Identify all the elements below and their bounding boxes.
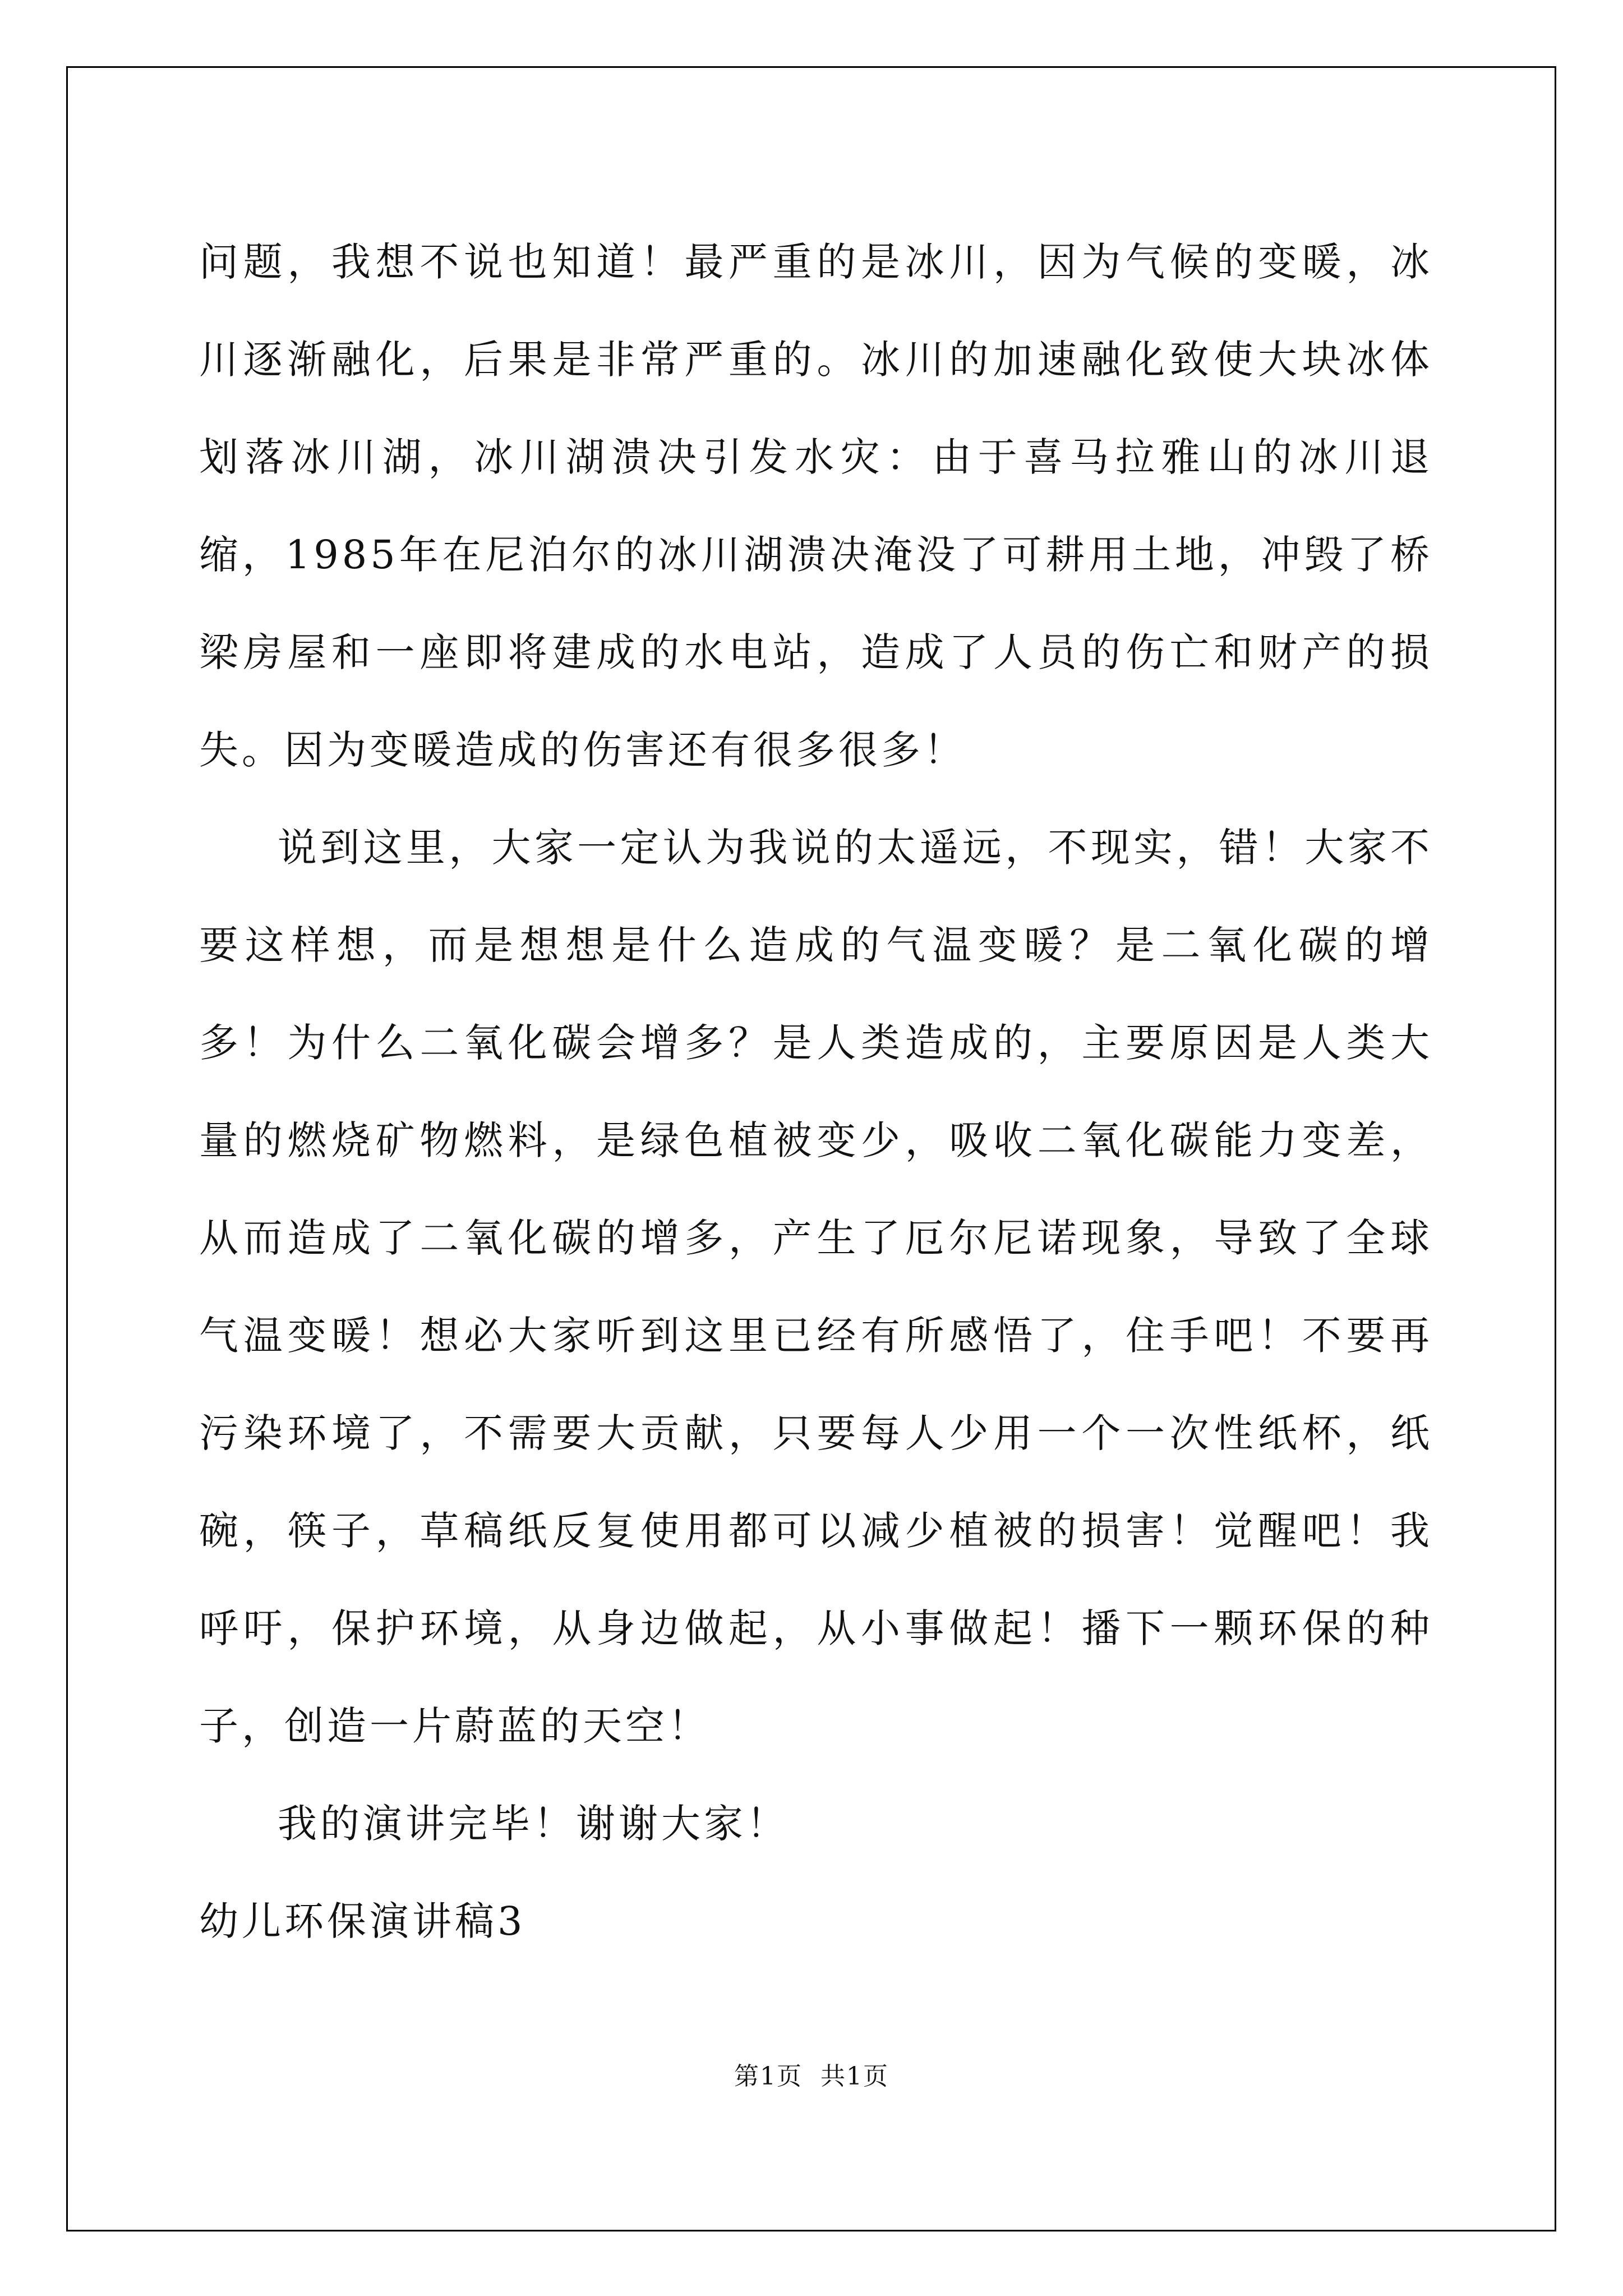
next-section-title: 幼儿环保演讲稿3: [199, 1898, 526, 1944]
page-footer: [0, 2056, 1623, 2092]
paragraph-closing: 我的演讲完毕！谢谢大家！: [278, 1801, 789, 1847]
paragraph-causes: 说到这里，大家一定认为我说的太遥远，不现实，错！大家不要这样想，而是想想是什么造成的气温变暖？是二氧化碳的增多！为什么二氧化碳会增多？是人类造成的，主要原因是人类大量的燃烧矿物燃料，是绿色植被变少，吸收二氧化碳能力变差，从而造成了二氧化碳的增多，产生了厄尔尼诺现象，导致了全球气温变暖！想必大家听到这里已经有所感悟了，住手吧！不要再污染环境了，不需要大贡献，只要每人少用一个一次性纸杯，纸碗，筷子，草稿纸反复使用都可以减少植被的损害！觉醒吧！我呼吁，保护环境，从身边做起，从小事做起！播下一颗环保的种子，创造一片蔚蓝的天空！: [199, 825, 1433, 1749]
paragraph-glaciers: 问题，我想不说也知道！最严重的是冰川，因为气候的变暖，冰川逐渐融化，后果是非常严重的。冰川的加速融化致使大块冰体划落冰川湖，冰川湖溃决引发水灾：由于喜马拉雅山的冰川退缩，1985年在尼泊尔的冰川湖溃决淹没了可耕用土地，冲毁了桥梁房屋和一座即将建成的水电站，造成了人员的伤亡和财产的损失。因为变暖造成的伤害还有很多很多！: [199, 239, 1433, 773]
page-total: 共1页: [820, 2062, 889, 2091]
document-body: [199, 213, 1433, 1970]
page-number: 第1页: [734, 2062, 803, 2091]
